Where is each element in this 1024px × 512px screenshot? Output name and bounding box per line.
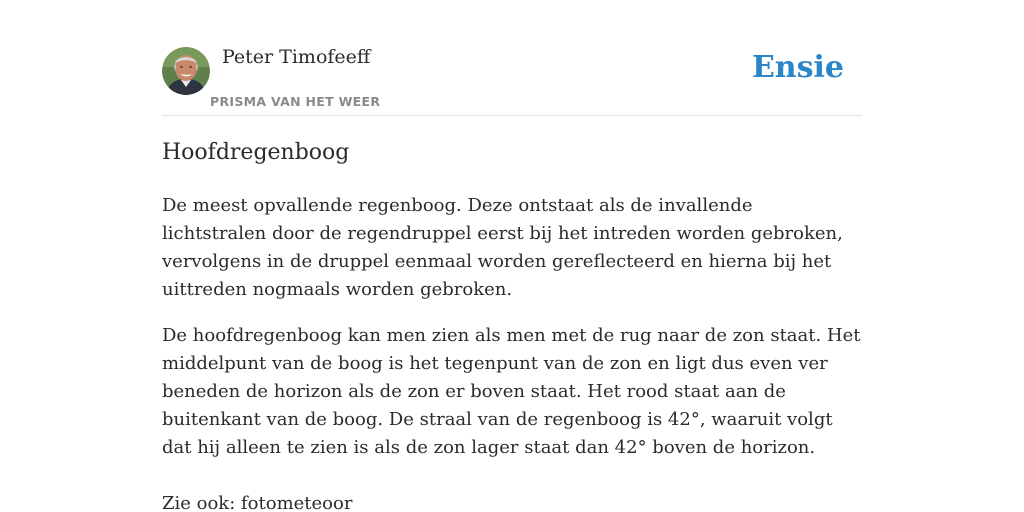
article-container: [162, 0, 862, 512]
brand-logo[interactable]: Ensie: [751, 50, 844, 85]
article-header: [162, 0, 862, 116]
article-body: [162, 192, 862, 512]
article-paragraph-2: De hoofdregenboog kan men zien als men met de rug naar de zon staat. Het middelpunt van de boog is het tegenpunt van de zon en ligt dus even ver beneden de horizon als de zon er boven staat. Het rood staat aan de buitenkant van de boog. De straal van de regenboog is 42°, waaruit volgt dat hij alleen te zien is als de zon lager staat dan 42° boven de horizon.: [162, 325, 861, 458]
author-avatar[interactable]: [162, 47, 210, 95]
see-also-link[interactable]: Zie ook: fotometeoor: [162, 493, 353, 512]
article-paragraph-1: De meest opvallende regenboog. Deze ontstaat als de invallende lichtstralen door de regendruppel eerst bij het intreden worden gebroken, vervolgens in de druppel eenmaal worden gereflecteerd en hierna bij het uittreden nogmaals worden gebroken.: [162, 195, 843, 300]
article-title: Hoofdregenboog: [162, 140, 350, 165]
author-name[interactable]: Peter Timofeeff: [222, 46, 371, 68]
author-category[interactable]: PRISMA VAN HET WEER: [210, 94, 381, 109]
author-photo-icon: [162, 47, 210, 95]
